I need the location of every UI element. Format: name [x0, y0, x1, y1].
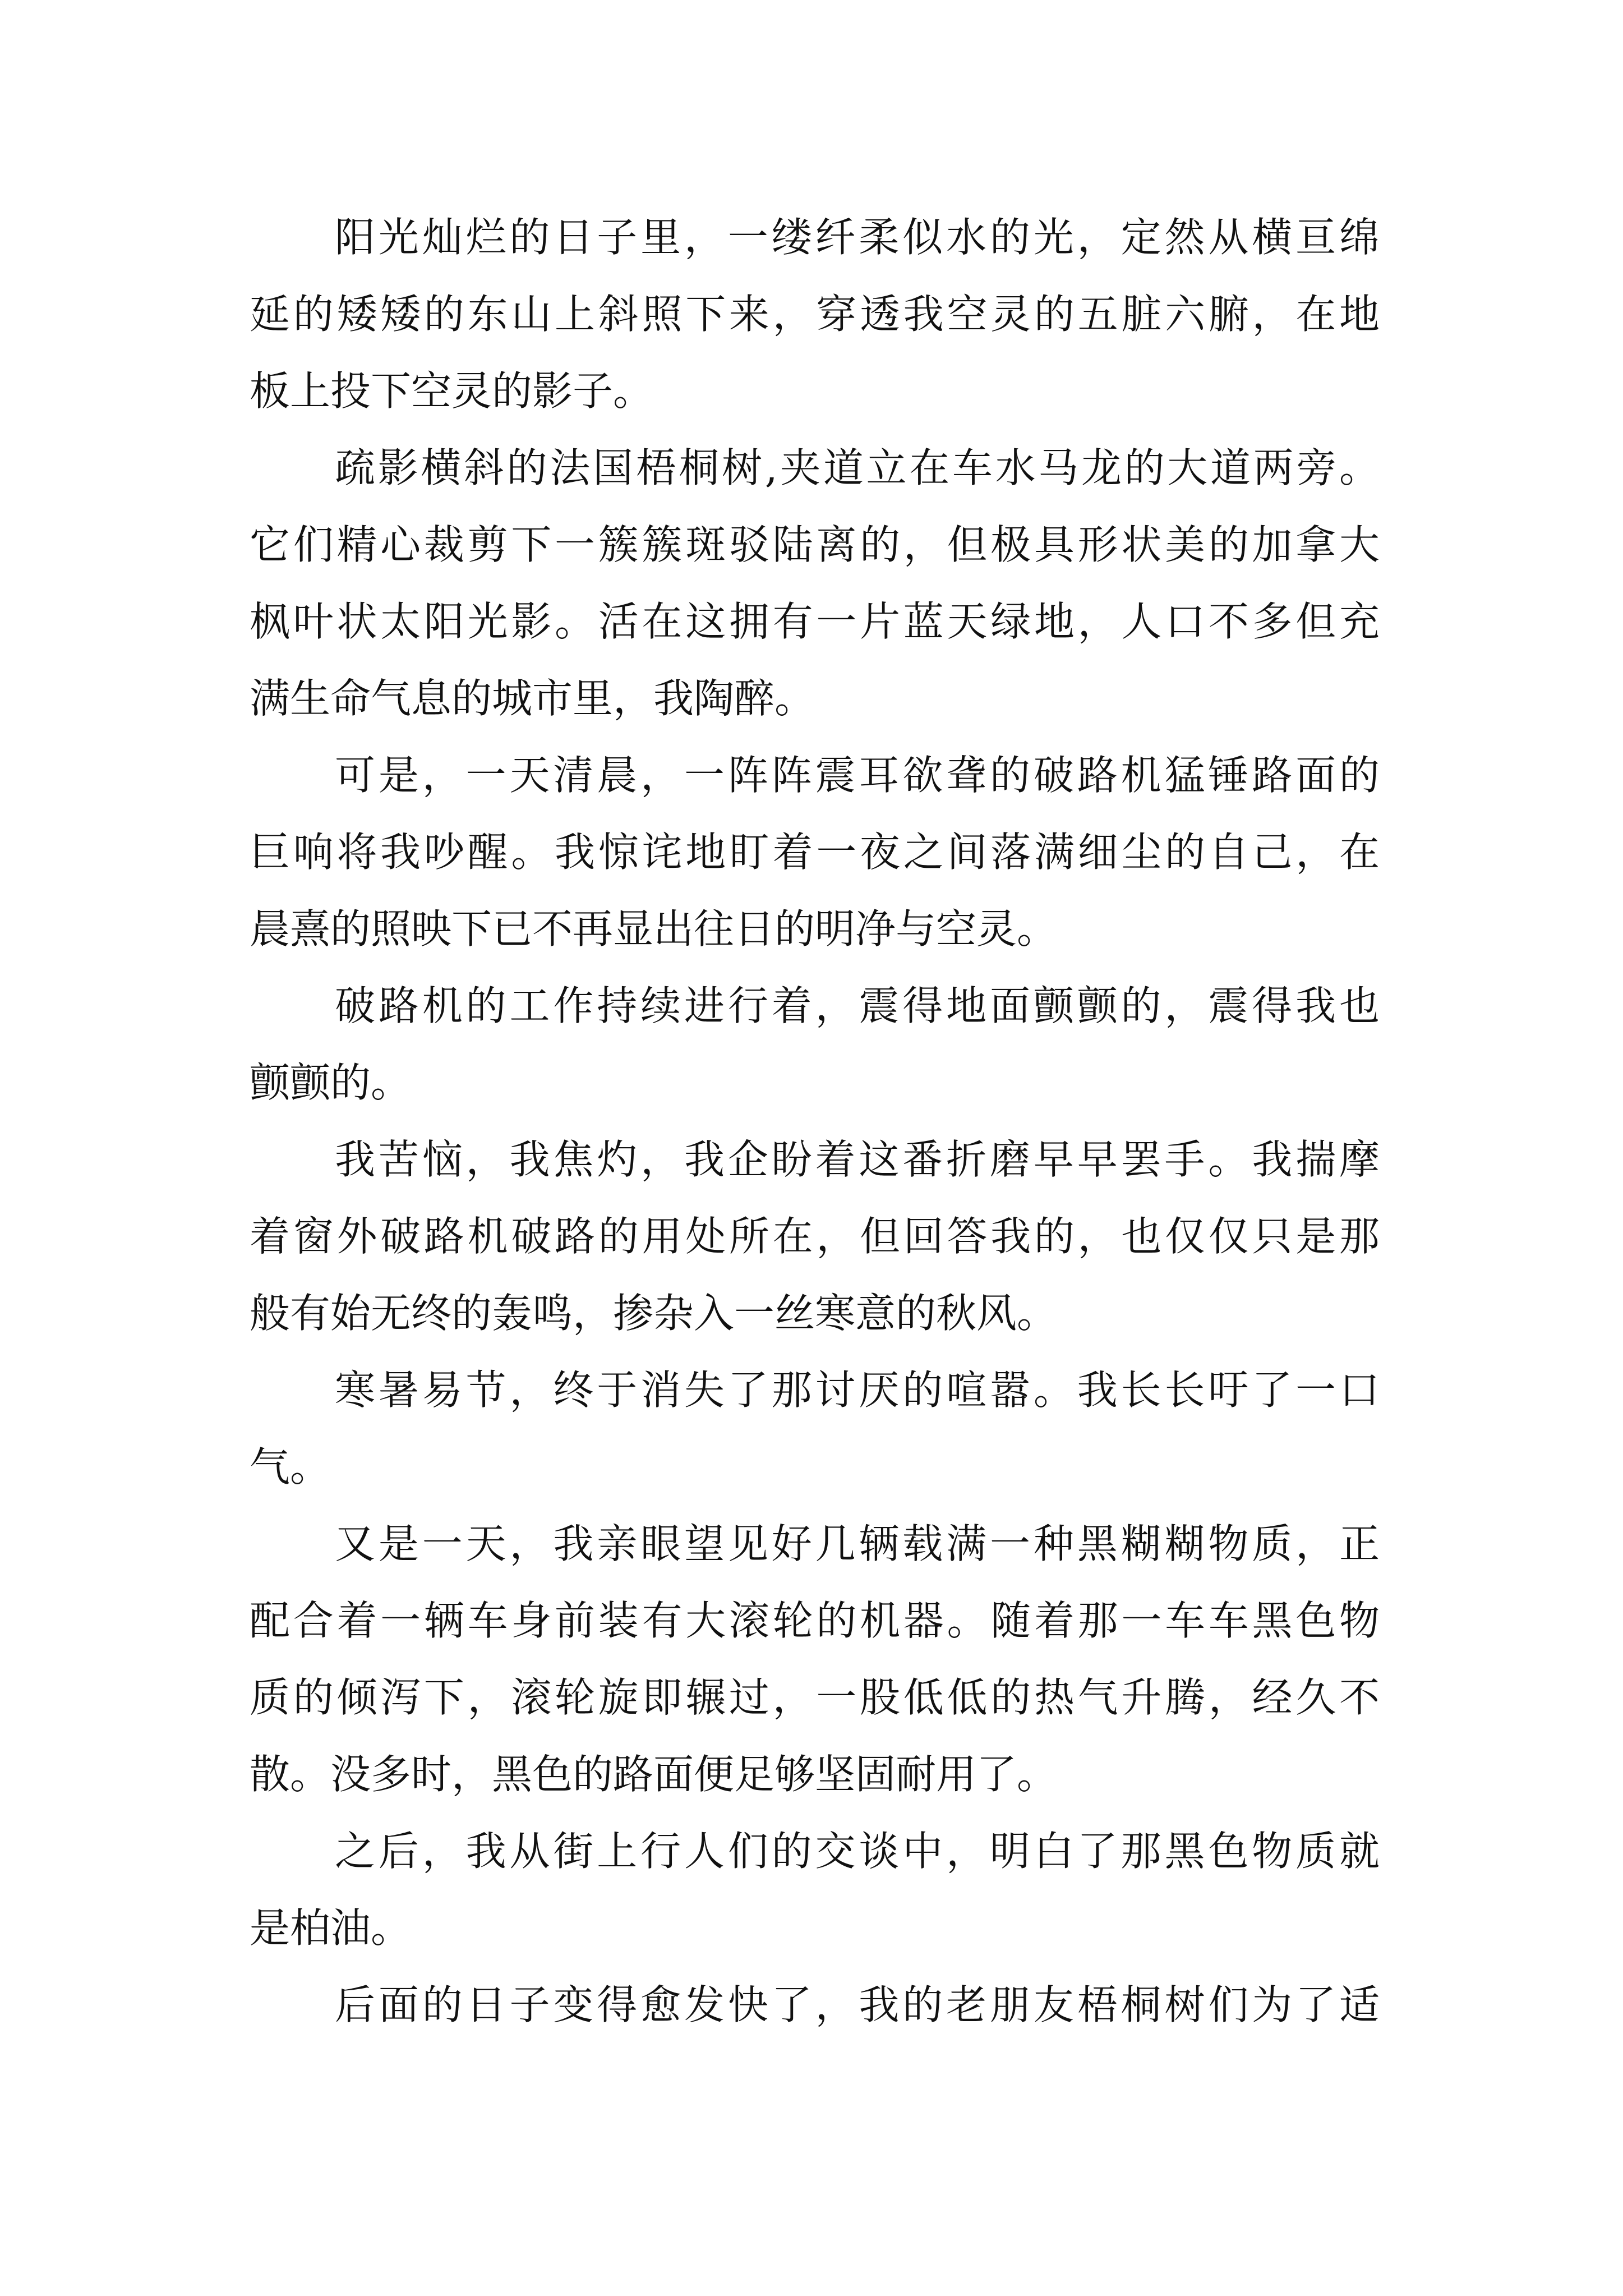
text-line: 满生命气息的城市里，我陶醉。 [250, 675, 815, 722]
text-line: 枫叶状太阳光影。活在这拥有一片蓝天绿地，人口不多但充 [250, 598, 1380, 645]
text-line: 可是，一天清晨，一阵阵震耳欲聋的破路机猛锤路面的 [335, 752, 1380, 799]
text-line: 延的矮矮的东山上斜照下来，穿透我空灵的五脏六腑，在地 [250, 291, 1380, 338]
text-line: 阳光灿烂的日子里，一缕纤柔似水的光，定然从横亘绵 [335, 214, 1380, 261]
text-line: 晨熹的照映下已不再显出往日的明净与空灵。 [250, 905, 1058, 953]
text-line: 着窗外破路机破路的用处所在，但回答我的，也仅仅只是那 [250, 1213, 1380, 1260]
text-line: 破路机的工作持续进行着，震得地面颤颤的，震得我也 [335, 982, 1380, 1029]
text-line: 疏影横斜的法国梧桐树,夹道立在车水马龙的大道两旁。 [335, 444, 1380, 491]
text-line: 之后，我从街上行人们的交谈中，明白了那黑色物质就 [335, 1828, 1380, 1875]
text-line: 质的倾泻下，滚轮旋即辗过，一股低低的热气升腾，经久不 [250, 1674, 1380, 1721]
text-line: 我苦恼，我焦灼，我企盼着这番折磨早早罢手。我揣摩 [335, 1136, 1380, 1183]
body-text [250, 199, 1380, 2044]
text-line: 巨响将我吵醒。我惊诧地盯着一夜之间落满细尘的自己，在 [250, 829, 1380, 876]
text-line: 又是一天，我亲眼望见好几辆载满一种黑糊糊物质，正 [335, 1520, 1380, 1567]
text-line: 板上投下空灵的影子。 [250, 367, 654, 415]
text-line: 后面的日子变得愈发快了，我的老朋友梧桐树们为了适 [335, 1981, 1380, 2028]
text-line: 颤颤的。 [250, 1059, 412, 1106]
text-line: 气。 [250, 1443, 331, 1490]
text-line: 般有始无终的轰鸣，掺杂入一丝寒意的秋风。 [250, 1290, 1058, 1337]
text-line: 是柏油。 [250, 1904, 412, 1952]
text-line: 散。没多时，黑色的路面便足够坚固耐用了。 [250, 1751, 1058, 1798]
text-line: 寒暑易节，终于消失了那讨厌的喧嚣。我长长吁了一口 [335, 1366, 1380, 1414]
text-line: 它们精心裁剪下一簇簇斑驳陆离的，但极具形状美的加拿大 [250, 521, 1380, 568]
text-line: 配合着一辆车身前装有大滚轮的机器。随着那一车车黑色物 [250, 1597, 1380, 1644]
